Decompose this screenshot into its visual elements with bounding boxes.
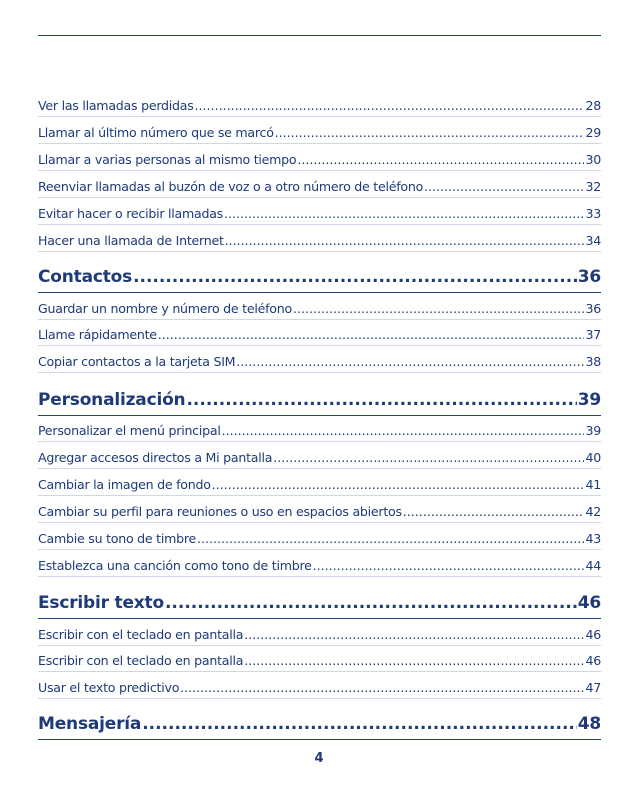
- toc-entry-redial[interactable]: [38, 123, 601, 144]
- dot-leader: [197, 529, 584, 549]
- toc-section-mensajeria[interactable]: [38, 709, 601, 740]
- toc-entry-page: 36: [585, 301, 601, 316]
- toc-entry-title: Llamar a varias personas al mismo tiempo: [38, 152, 297, 167]
- toc-entry-page: 33: [585, 206, 601, 221]
- toc-entry-change-wallpaper[interactable]: [38, 475, 601, 496]
- toc-entry-title: Establezca una canción como tono de timbre: [38, 558, 312, 573]
- dot-leader: [224, 204, 584, 224]
- toc-section-title: Personalización: [38, 390, 186, 410]
- toc-entry-title: Escribir con el teclado en pantalla: [38, 627, 244, 642]
- dot-leader: [133, 262, 577, 292]
- toc-entry-title: Ver las llamadas perdidas: [38, 98, 194, 113]
- dot-leader: [244, 625, 584, 645]
- toc-entry-save-contact[interactable]: [38, 299, 601, 320]
- toc-entry-title: Usar el texto predictivo: [38, 680, 180, 695]
- toc-entry-conference-call[interactable]: [38, 150, 601, 171]
- toc-entry-page: 30: [585, 152, 601, 167]
- dot-leader: [165, 588, 577, 618]
- dot-leader: [293, 299, 585, 319]
- toc-entry-call-forwarding[interactable]: [38, 177, 601, 198]
- toc-entry-title: Reenviar llamadas al buzón de voz o a otro número de teléfono: [38, 179, 424, 194]
- toc-entry-page: 28: [585, 98, 601, 113]
- dot-leader: [142, 709, 577, 739]
- toc-section-page: 36: [577, 267, 601, 287]
- toc-entry-change-ringtone[interactable]: [38, 529, 601, 550]
- toc-entry-title: Copiar contactos a la tarjeta SIM: [38, 354, 236, 369]
- toc-entry-page: 40: [585, 450, 601, 465]
- dot-leader: [275, 123, 585, 143]
- toc-section-page: 46: [577, 593, 601, 613]
- dot-leader: [180, 678, 584, 698]
- toc-section-page: 39: [577, 390, 601, 410]
- toc-entry-internet-call[interactable]: [38, 231, 601, 252]
- toc-entry-page: 34: [585, 233, 601, 248]
- toc-entry-title: Llamar al último número que se marcó: [38, 125, 274, 140]
- header-rule: [38, 35, 601, 36]
- toc-entry-missed-calls[interactable]: [38, 96, 601, 117]
- dot-leader: [273, 448, 584, 468]
- toc-entry-page: 39: [585, 423, 601, 438]
- toc-entry-title: Agregar accesos directos a Mi pantalla: [38, 450, 273, 465]
- toc-entry-change-profile[interactable]: [38, 502, 601, 523]
- dot-leader: [297, 150, 584, 170]
- toc-entry-speed-dial[interactable]: [38, 325, 601, 346]
- dot-leader: [186, 385, 576, 415]
- toc-entry-copy-contacts-sim[interactable]: [38, 352, 601, 373]
- dot-leader: [403, 502, 585, 522]
- toc-entry-title: Hacer una llamada de Internet: [38, 233, 224, 248]
- toc-entry-song-as-ringtone[interactable]: [38, 556, 601, 577]
- dot-leader: [212, 475, 585, 495]
- toc-entry-title: Guardar un nombre y número de teléfono: [38, 301, 292, 316]
- toc-entry-add-shortcuts[interactable]: [38, 448, 601, 469]
- dot-leader: [222, 421, 585, 441]
- toc-entry-page: 43: [585, 531, 601, 546]
- dot-leader: [225, 231, 585, 251]
- toc-entry-title: Personalizar el menú principal: [38, 423, 221, 438]
- dot-leader: [236, 352, 584, 372]
- toc-entry-title: Escribir con el teclado en pantalla: [38, 653, 244, 668]
- toc-entry-customize-menu[interactable]: [38, 421, 601, 442]
- toc-entry-page: 46: [585, 627, 601, 642]
- dot-leader: [195, 96, 585, 116]
- toc-entry-page: 32: [585, 179, 601, 194]
- dot-leader: [244, 651, 584, 671]
- toc-entry-page: 38: [585, 354, 601, 369]
- toc-entry-page: 46: [585, 653, 601, 668]
- toc-entry-call-barring[interactable]: [38, 204, 601, 225]
- toc-section-title: Contactos: [38, 267, 133, 287]
- toc-entry-title: Llame rápidamente: [38, 327, 157, 342]
- toc-entry-onscreen-keyboard-2[interactable]: [38, 651, 601, 672]
- toc-entry-onscreen-keyboard[interactable]: [38, 625, 601, 646]
- dot-leader: [158, 325, 585, 345]
- toc-entry-title: Evitar hacer o recibir llamadas: [38, 206, 223, 221]
- toc-section-title: Escribir texto: [38, 593, 164, 613]
- toc-entry-page: 44: [585, 558, 601, 573]
- toc-entry-page: 41: [585, 477, 601, 492]
- toc-entry-predictive-text[interactable]: [38, 678, 601, 699]
- dot-leader: [424, 177, 584, 197]
- toc-entry-page: 37: [585, 327, 601, 342]
- toc-entry-title: Cambie su tono de timbre: [38, 531, 196, 546]
- dot-leader: [313, 556, 585, 576]
- toc-entry-page: 29: [585, 125, 601, 140]
- toc-entry-title: Cambiar la imagen de fondo: [38, 477, 211, 492]
- toc-section-contactos[interactable]: [38, 262, 601, 293]
- toc-section-page: 48: [577, 714, 601, 734]
- toc-section-personalizacion[interactable]: [38, 385, 601, 416]
- toc-section-escribir-texto[interactable]: [38, 588, 601, 619]
- toc-entry-page: 47: [585, 680, 601, 695]
- toc-entry-page: 42: [585, 504, 601, 519]
- toc-section-title: Mensajería: [38, 714, 142, 734]
- toc-entry-title: Cambiar su perfil para reuniones o uso en espacios abiertos: [38, 504, 402, 519]
- page-number: 4: [314, 751, 324, 766]
